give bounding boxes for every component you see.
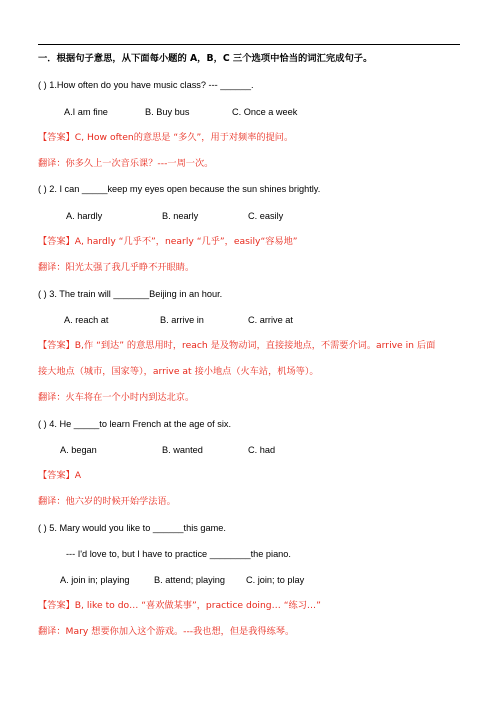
question-4-stem: ( ) 4. He _____to learn French at the age of six. [38,419,232,429]
question-2-answer: 【答案】A, hardly “几乎不”，nearly “几乎”，easily“容易地” [38,236,298,247]
question-4-option-b: B. wanted [162,445,203,455]
question-4-option-a: A. began [60,445,97,455]
question-5-answer: 【答案】B, like to do… “喜欢做某事”，practice doing… “练习…” [38,600,321,611]
question-3-option-c: C. arrive at [248,315,293,325]
top-divider [38,44,460,45]
question-2-option-a: A. hardly [66,211,103,221]
question-1-answer: 【答案】C, How often的意思是 “多久”，用于对频率的提问。 [38,132,294,143]
question-5-option-b: B. attend; playing [154,575,225,585]
question-3-stem: ( ) 3. The train will _______Beijing in an hour. [38,289,223,299]
question-1-translation: 翻译：你多久上一次音乐课？---一周一次。 [38,158,214,169]
question-5-option-a: A. join in; playing [60,575,130,585]
question-5-option-c: C. join; to play [246,575,305,585]
question-1-stem: ( ) 1.How often do you have music class? --- ______. [38,80,254,90]
question-1-option-a: A.I am fine [64,107,108,117]
question-5-stem: ( ) 5. Mary would you like to ______this game. [38,523,226,533]
question-1-option-b: B. Buy bus [145,107,190,117]
question-3-answer: 【答案】B,作 “到达” 的意思用时，reach 是及物动词，直接接地点，不需要介词。arrive in 后面 [38,340,436,351]
question-1-option-c: C. Once a week [232,107,298,117]
question-2-stem: ( ) 2. I can _____keep my eyes open because the sun shines brightly. [38,184,321,194]
question-5-reply: --- I'd love to, but I have to practice ________the piano. [66,549,291,559]
question-2-translation: 翻译：阳光太强了我几乎睁不开眼睛。 [38,262,195,273]
question-3-option-a: A. reach at [64,315,109,325]
question-4-translation: 翻译：他六岁的时候开始学法语。 [38,496,176,507]
question-2-option-b: B. nearly [162,211,199,221]
question-3-option-b: B. arrive in [160,315,204,325]
question-5-translation: 翻译：Mary 想要你加入这个游戏。---我也想，但是我得练琴。 [38,626,295,637]
question-2-option-c: C. easily [248,211,284,221]
question-4-answer: 【答案】A [38,470,82,481]
section-heading: 一．根据句子意思，从下面每小题的 A，B，C 三个选项中恰当的词汇完成句子。 [38,53,373,64]
question-4-option-c: C. had [248,445,276,455]
question-3-translation: 翻译：火车将在一个小时内到达北京。 [38,392,195,403]
question-3-answer-continued: 接大地点（城市，国家等），arrive at 接小地点（火车站，机场等）。 [38,366,319,377]
